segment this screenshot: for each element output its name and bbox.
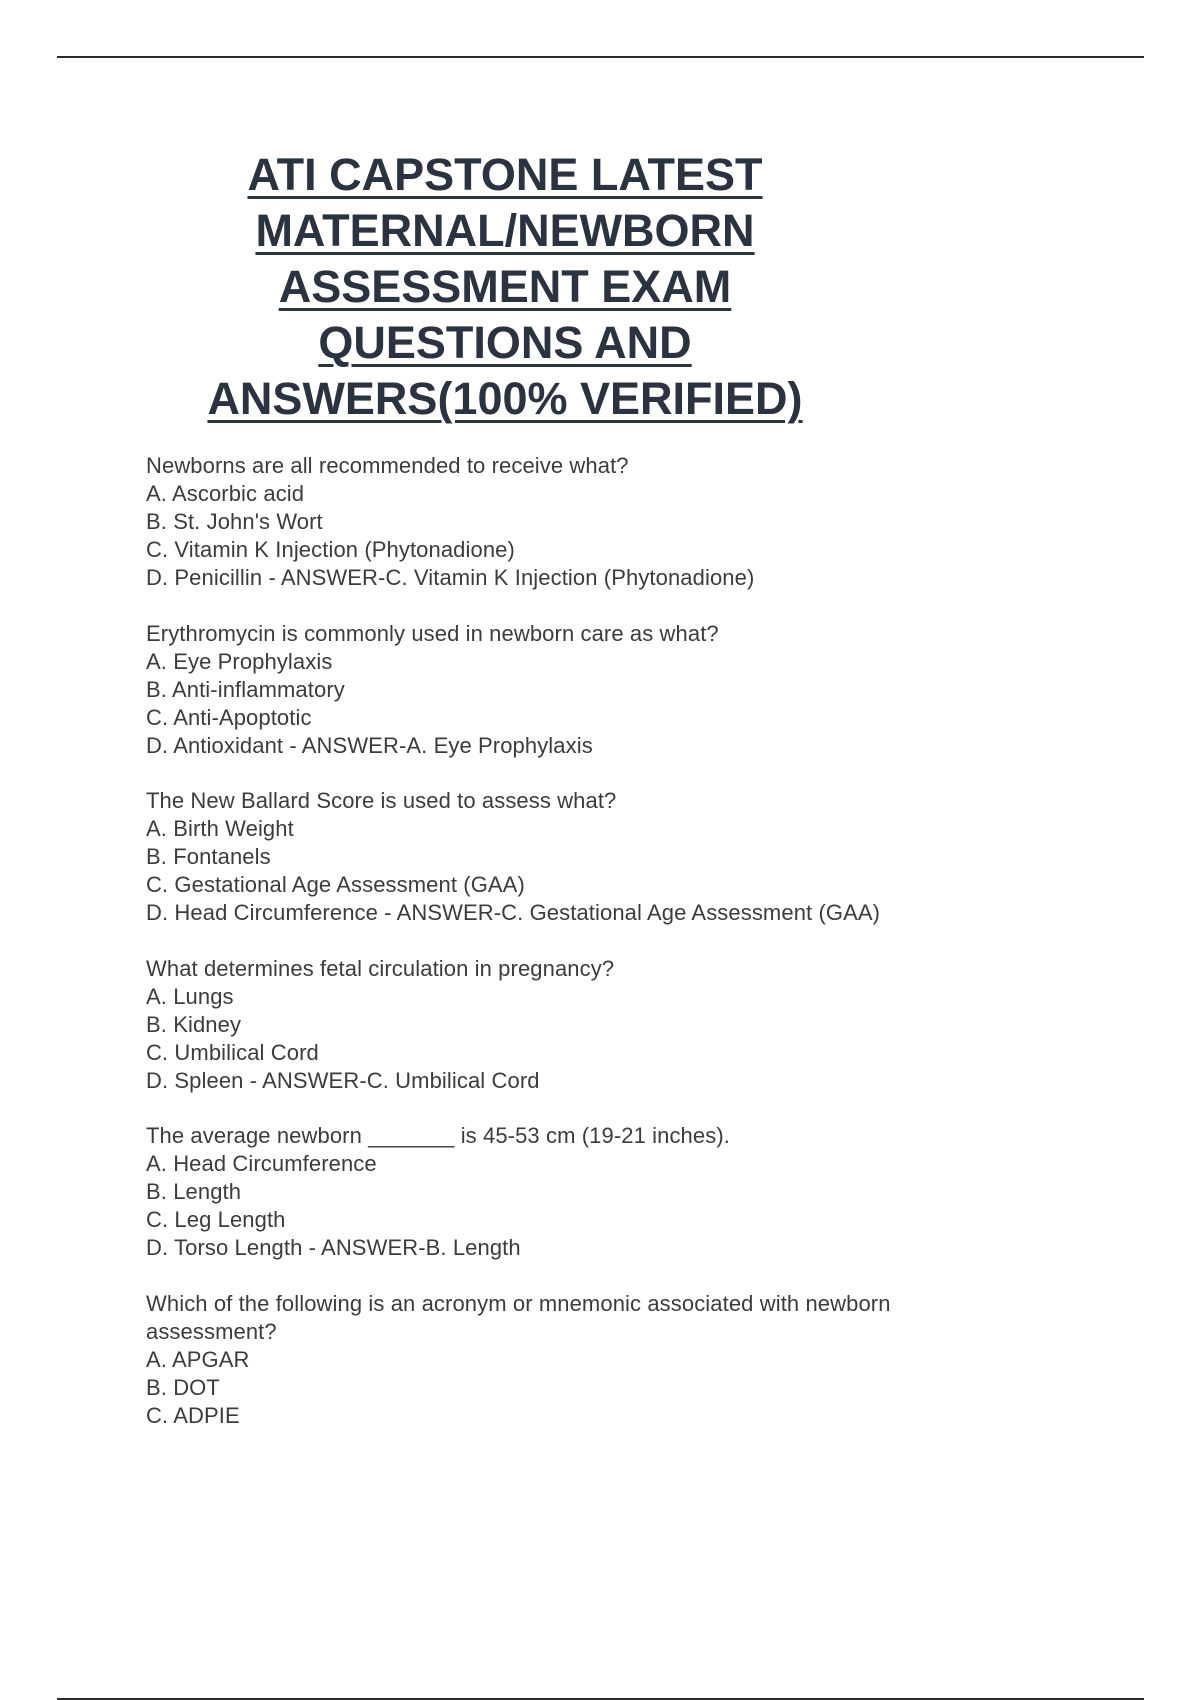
document-title (150, 147, 860, 427)
question-block-1 (146, 452, 1006, 592)
question-block-5 (146, 1122, 1006, 1262)
option-c: C. Leg Length (146, 1207, 286, 1232)
option-a: A. Ascorbic acid (146, 481, 305, 506)
question-block-4 (146, 955, 1006, 1095)
option-d-answer: D. Head Circumference - ANSWER-C. Gestational Age Assessment (GAA) (146, 900, 881, 925)
option-a: A. Lungs (146, 983, 234, 1009)
question-text-continued: assessment? (146, 1318, 277, 1344)
question-block-6 (146, 1290, 1006, 1430)
question-text: The average newborn _______ is 45-53 cm (19-21 inches). (146, 1123, 730, 1148)
questions-section (146, 452, 1006, 1457)
option-b: B. DOT (146, 1374, 220, 1400)
title-line: ANSWERS(100% VERIFIED) (207, 373, 803, 424)
option-b: B. Length (146, 1179, 242, 1204)
title-line: ATI CAPSTONE LATEST (247, 149, 763, 200)
question-text: Which of the following is an acronym or mnemonic associated with newborn (146, 1290, 891, 1316)
option-a: A. APGAR (146, 1346, 250, 1372)
option-b: B. Anti-inflammatory (146, 676, 345, 702)
option-a: A. Head Circumference (146, 1151, 377, 1176)
option-d-answer: D. Penicillin - ANSWER-C. Vitamin K Injection (Phytonadione) (146, 565, 755, 590)
question-block-3 (146, 787, 1006, 927)
option-d-answer: D. Torso Length - ANSWER-B. Length (146, 1235, 521, 1260)
option-c: C. Gestational Age Assessment (GAA) (146, 872, 525, 897)
question-text: Erythromycin is commonly used in newborn care as what? (146, 620, 719, 646)
option-c: C. Umbilical Cord (146, 1039, 319, 1065)
option-b: B. Fontanels (146, 844, 271, 869)
title-line: MATERNAL/NEWBORN (255, 205, 755, 256)
option-d-answer: D. Spleen - ANSWER-C. Umbilical Cord (146, 1067, 540, 1093)
question-text: The New Ballard Score is used to assess what? (146, 788, 617, 813)
option-d-answer: D. Antioxidant - ANSWER-A. Eye Prophylaxis (146, 732, 593, 758)
option-c: C. Anti-Apoptotic (146, 704, 312, 730)
option-b: B. St. John's Wort (146, 509, 323, 534)
top-rule (57, 56, 1144, 58)
question-text: Newborns are all recommended to receive what? (146, 453, 629, 478)
question-block-2 (146, 620, 1006, 760)
option-b: B. Kidney (146, 1011, 242, 1037)
title-line: ASSESSMENT EXAM (278, 261, 732, 312)
title-line: QUESTIONS AND (318, 317, 692, 368)
option-a: A. Eye Prophylaxis (146, 648, 333, 674)
option-c: C. Vitamin K Injection (Phytonadione) (146, 537, 515, 562)
option-c: C. ADPIE (146, 1402, 240, 1428)
question-text: What determines fetal circulation in pregnancy? (146, 955, 615, 981)
option-a: A. Birth Weight (146, 816, 294, 841)
